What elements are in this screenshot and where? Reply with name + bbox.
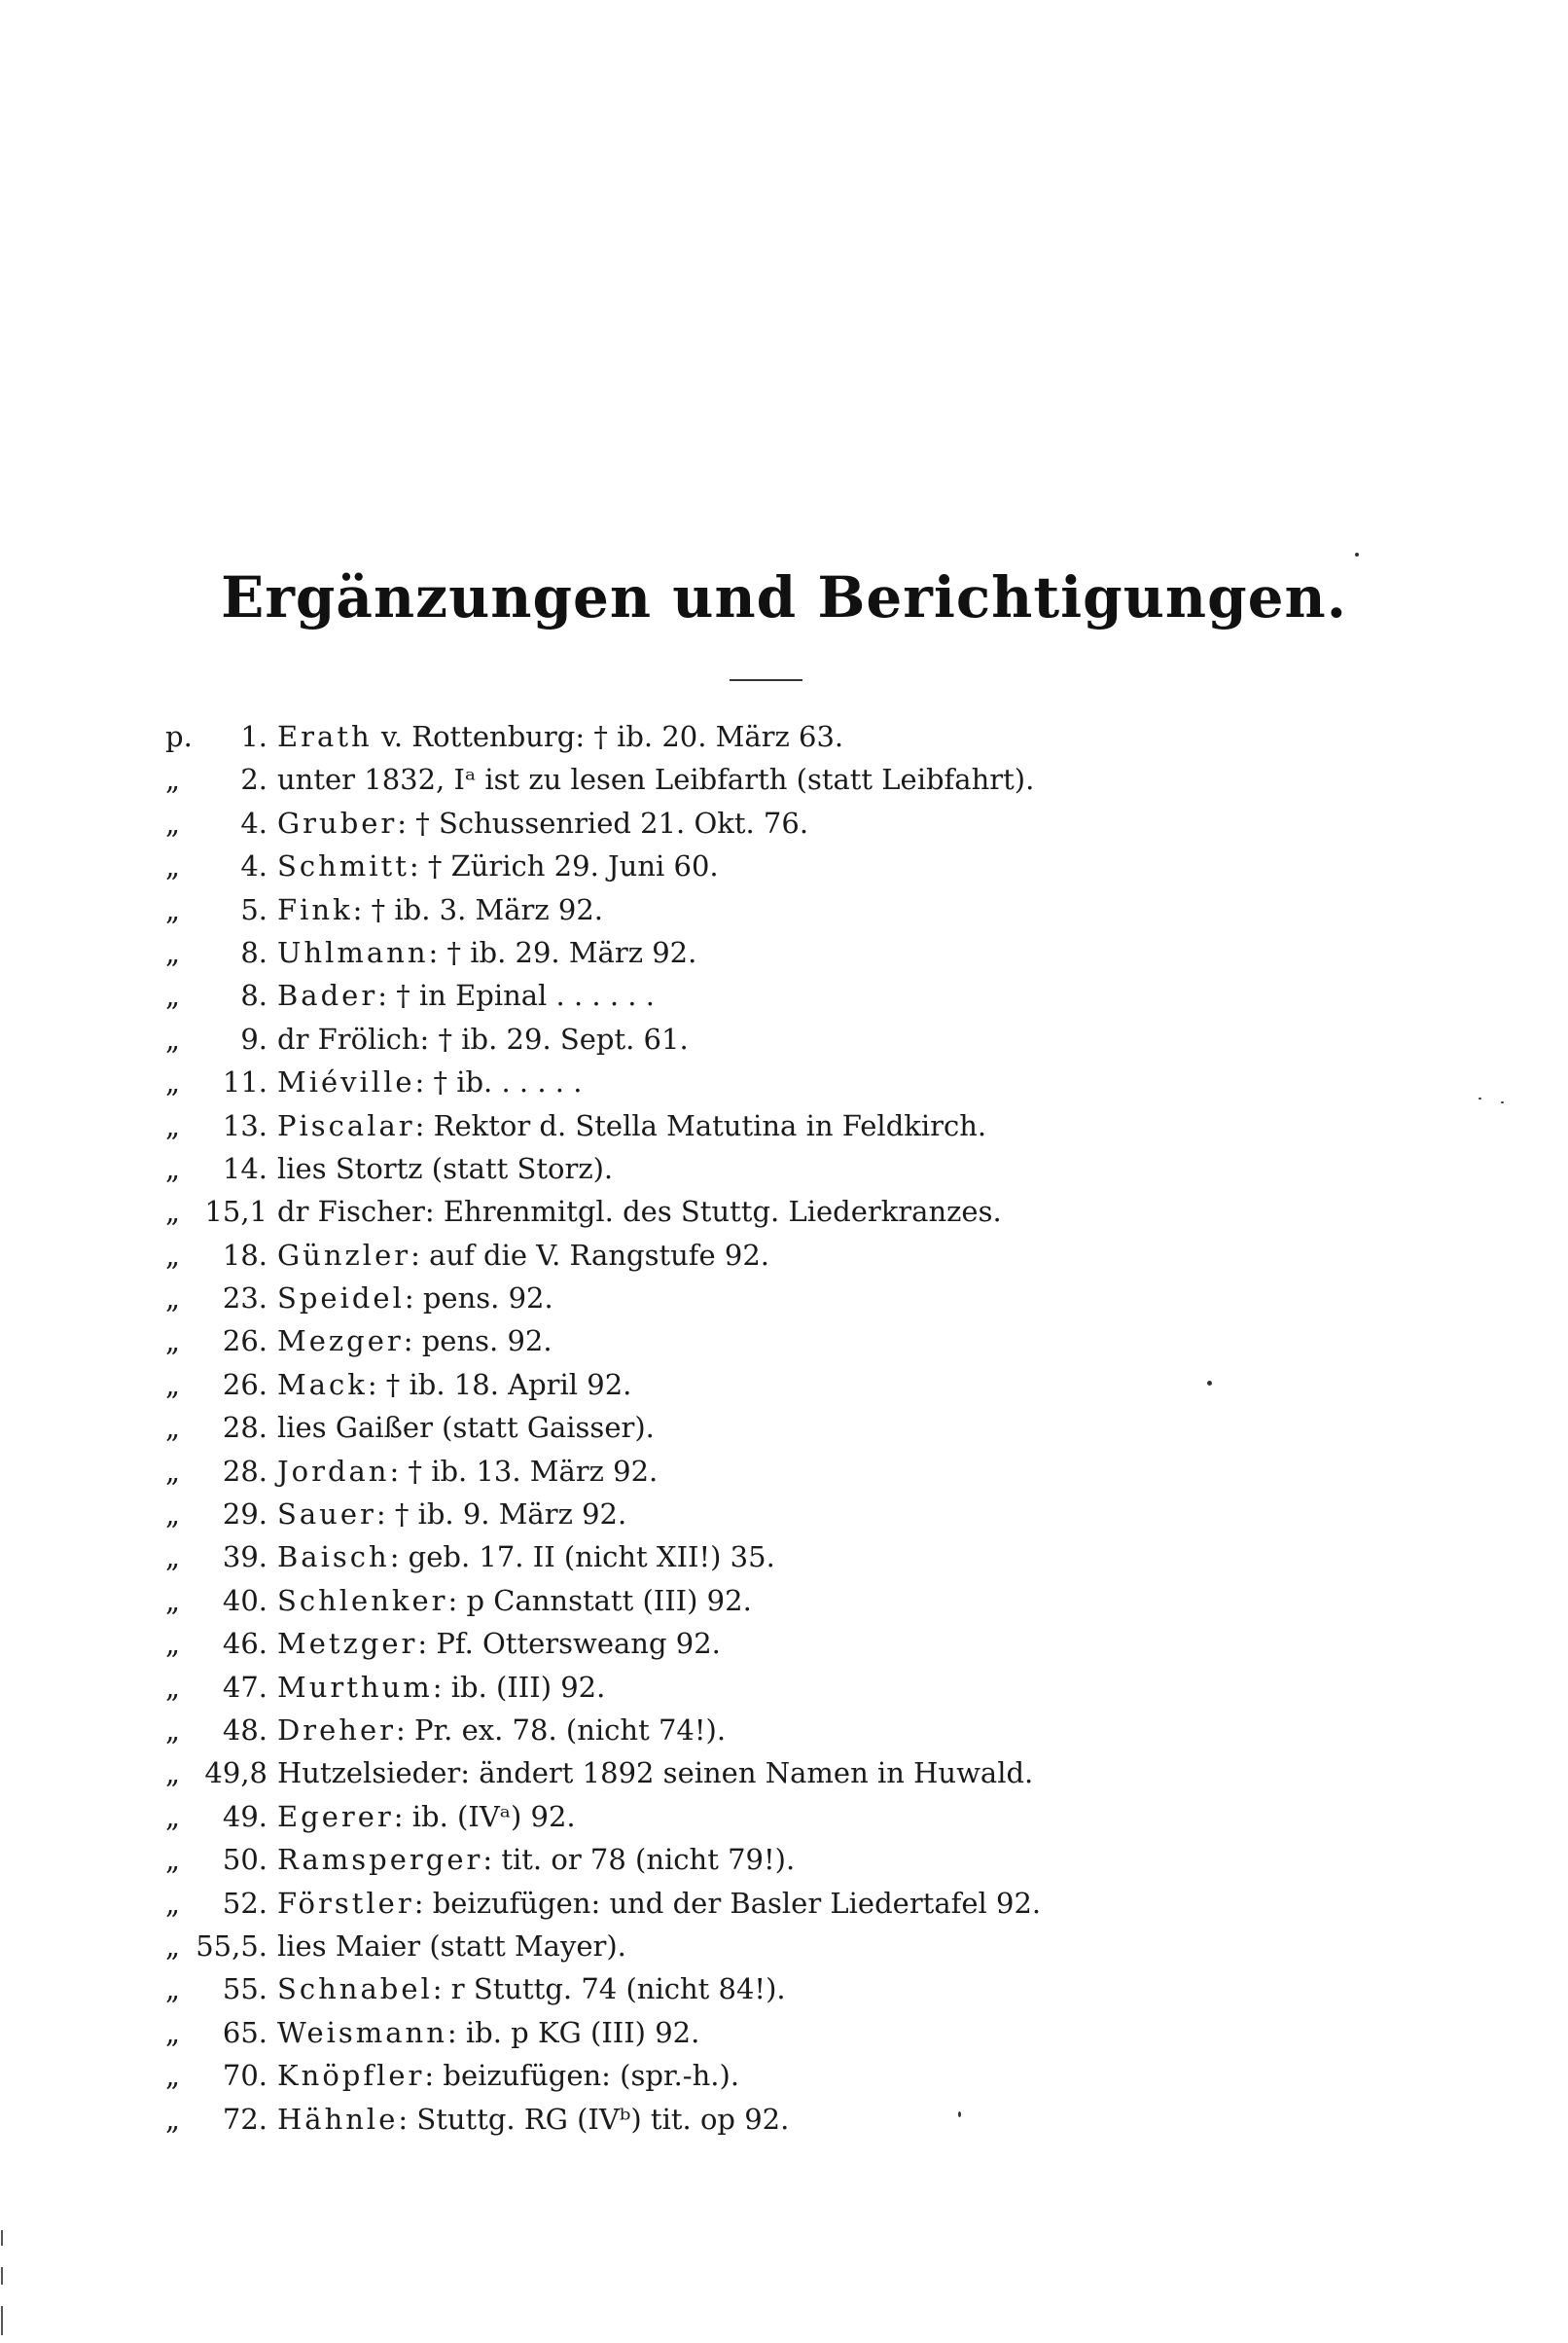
entry-mark: „: [165, 1238, 181, 1272]
entry-page-number: 46.: [222, 1627, 267, 1661]
entry-name: Günzler: [277, 1238, 411, 1272]
entry-text: [277, 1493, 626, 1535]
scan-speck: [1355, 553, 1359, 557]
entry-name: Jordan: [277, 1454, 390, 1488]
list-item: [165, 1406, 1430, 1449]
entry-text: [277, 888, 603, 931]
entry-mark: „: [165, 1065, 181, 1099]
entry-text: [277, 1061, 582, 1103]
list-item: [165, 1319, 1430, 1362]
list-item: [165, 1190, 1430, 1233]
list-item: [165, 1277, 1430, 1319]
entry-mark: „: [165, 1195, 181, 1229]
entry-name: Schmitt: [277, 849, 410, 883]
list-item: [165, 715, 1430, 758]
entry-name: Sauer: [277, 1497, 376, 1532]
entry-page-number: 11.: [222, 1065, 267, 1099]
entry-text: [277, 1795, 576, 1838]
entry-body: unter 1832, Iᵃ ist zu lesen Leibfarth (statt Leibfahrt).: [277, 763, 1035, 797]
entry-text: [277, 845, 719, 887]
entry-page-number: 8.: [240, 935, 267, 969]
entry-text: [277, 1709, 726, 1751]
entry-mark: „: [165, 1583, 181, 1617]
entry-page-number: 52.: [222, 1886, 267, 1920]
entry-mark: „: [165, 2015, 181, 2049]
entry-body: : † in Epinal . . . . . .: [377, 979, 655, 1013]
entry-mark: „: [165, 1886, 181, 1920]
entry-page-number: 28.: [222, 1411, 267, 1445]
entry-page-number: 48.: [222, 1712, 267, 1747]
entry-text: [277, 1018, 689, 1061]
entry-page-number: 9.: [240, 1022, 267, 1056]
scan-margin-line: [1, 2306, 3, 2335]
entry-body: : Pr. ex. 78. (nicht 74!).: [395, 1712, 727, 1747]
entry-page-number: 13.: [222, 1108, 267, 1142]
entry-mark: „: [165, 849, 181, 883]
list-item: [165, 845, 1430, 887]
list-item: [165, 1967, 1430, 2010]
entry-text: [277, 1190, 1002, 1233]
entry-mark: „: [165, 763, 181, 797]
list-item: [165, 1493, 1430, 1535]
entry-name: Uhlmann: [277, 935, 429, 969]
entry-body: : ib. (IVᵃ) 92.: [393, 1799, 576, 1833]
list-item: [165, 1622, 1430, 1665]
entry-text: [277, 1838, 795, 1881]
entry-mark: p.: [165, 720, 193, 753]
entry-name: Speidel: [277, 1281, 405, 1316]
entry-text: [277, 1751, 1033, 1794]
scan-speck: [958, 2111, 961, 2117]
entry-text: [277, 1406, 655, 1449]
entry-body: lies Stortz (statt Storz).: [277, 1151, 614, 1185]
entry-text: [277, 758, 1034, 801]
entry-mark: „: [165, 806, 181, 840]
list-item: [165, 1061, 1430, 1103]
entry-mark: „: [165, 1928, 181, 1963]
entry-body: : geb. 17. II (nicht XII!) 35.: [389, 1540, 775, 1574]
entry-body: : ib. (III) 92.: [432, 1670, 606, 1704]
list-item: [165, 1838, 1430, 1881]
entry-body: : † Zürich 29. Juni 60.: [409, 849, 719, 883]
entry-page-number: 23.: [222, 1281, 267, 1316]
entry-body: Hutzelsieder: ändert 1892 seinen Namen in Huwald.: [277, 1756, 1034, 1790]
entry-text: [277, 1967, 786, 2010]
entry-name: Erath: [277, 720, 373, 753]
list-item: [165, 1666, 1430, 1709]
entry-page-number: 55.: [222, 1972, 267, 2006]
scan-speck: [1207, 1381, 1212, 1386]
entry-text: [277, 1234, 769, 1277]
list-item: [165, 1709, 1430, 1751]
entry-mark: „: [165, 979, 181, 1013]
entry-mark: „: [165, 1108, 181, 1142]
entry-body: : † ib. 18. April 92.: [367, 1367, 632, 1401]
entry-text: [277, 802, 808, 845]
entry-page-number: 1.: [240, 720, 267, 753]
entry-page-number: 39.: [222, 1540, 267, 1574]
entry-page-number: 4.: [240, 849, 267, 883]
entry-name: Schnabel: [277, 1972, 433, 2006]
entry-text: [277, 974, 655, 1017]
entry-name: Metzger: [277, 1627, 418, 1661]
entry-page-number: 72.: [222, 2102, 267, 2136]
entry-text: [277, 1277, 553, 1319]
entry-mark: „: [165, 1151, 181, 1185]
entry-mark: „: [165, 1324, 181, 1358]
scan-speck: [1479, 1098, 1481, 1099]
title-divider: [730, 679, 802, 681]
entry-body: : † ib. 9. März 92.: [375, 1497, 627, 1532]
entry-page-number: 26.: [222, 1324, 267, 1358]
entry-name: Fink: [277, 892, 353, 926]
list-item: [165, 1882, 1430, 1925]
entry-mark: „: [165, 935, 181, 969]
list-item: [165, 1104, 1430, 1147]
entry-name: Weismann: [277, 2015, 447, 2049]
entry-name: Murthum: [277, 1670, 433, 1704]
entry-page-number: 29.: [222, 1497, 267, 1532]
list-item: [165, 1795, 1430, 1838]
entry-name: Mack: [277, 1367, 368, 1401]
entry-body: : Rektor d. Stella Matutina in Feldkirch.: [414, 1108, 987, 1142]
entry-mark: „: [165, 2102, 181, 2136]
entry-mark: „: [165, 1281, 181, 1316]
entry-text: [277, 1363, 631, 1406]
entry-name: Dreher: [277, 1712, 396, 1747]
entry-name: Gruber: [277, 806, 398, 840]
entry-name: Bader: [277, 979, 378, 1013]
entry-body: : tit. or 78 (nicht 79!).: [482, 1843, 796, 1877]
list-item: [165, 888, 1430, 931]
list-item: [165, 2054, 1430, 2097]
list-item: [165, 1234, 1430, 1277]
scan-speck: [1501, 1101, 1504, 1103]
entry-name: Baisch: [277, 1540, 390, 1574]
entry-mark: „: [165, 1627, 181, 1661]
list-item: [165, 1535, 1430, 1578]
entry-mark: „: [165, 1022, 181, 1056]
entry-mark: „: [165, 1972, 181, 2006]
list-item: [165, 1450, 1430, 1493]
entry-body: : † ib. 13. März 92.: [389, 1454, 659, 1488]
entry-page-number: 49.: [222, 1799, 267, 1833]
entry-mark: „: [165, 1540, 181, 1574]
list-item: [165, 1579, 1430, 1622]
entry-name: Ramsperger: [277, 1843, 483, 1877]
entry-text: [277, 1666, 605, 1709]
entry-page-number: 18.: [222, 1238, 267, 1272]
entry-page-number: 26.: [222, 1367, 267, 1401]
entry-text: [277, 1882, 1041, 1925]
entry-name: Piscalar: [277, 1108, 415, 1142]
entry-page-number: 55,5.: [196, 1928, 267, 1963]
list-item: [165, 1751, 1430, 1794]
entry-text: [277, 1450, 658, 1493]
scan-margin-line: [1, 2230, 3, 2246]
entry-text: [277, 2011, 699, 2054]
entry-mark: „: [165, 1454, 181, 1488]
list-item: [165, 1018, 1430, 1061]
entry-mark: „: [165, 1756, 181, 1790]
entry-text: [277, 1535, 775, 1578]
entry-page-number: 2.: [240, 763, 267, 797]
entry-name: Förstler: [277, 1886, 414, 1920]
entry-mark: „: [165, 1712, 181, 1747]
entry-body: lies Maier (statt Mayer).: [277, 1928, 626, 1963]
list-item: [165, 974, 1430, 1017]
entry-body: : pens. 92.: [404, 1281, 553, 1316]
entry-mark: „: [165, 1497, 181, 1532]
entry-text: [277, 1579, 752, 1622]
entry-text: [277, 1319, 552, 1362]
entry-name: Mezger: [277, 1324, 404, 1358]
entry-body: : † Schussenried 21. Okt. 76.: [397, 806, 809, 840]
list-item: [165, 931, 1430, 974]
entry-body: v. Rottenburg: † ib. 20. März 63.: [372, 720, 844, 753]
entry-page-number: 50.: [222, 1843, 267, 1877]
entry-name: Schlenker: [277, 1583, 448, 1617]
entry-body: : † ib. . . . . .: [414, 1065, 583, 1099]
entry-body: : beizufügen: und der Basler Liedertafel 92.: [413, 1886, 1042, 1920]
list-item: [165, 1925, 1430, 1967]
entry-body: lies Gaißer (statt Gaisser).: [277, 1411, 655, 1445]
entry-name: Hähnle: [277, 2102, 399, 2136]
entry-page-number: 4.: [240, 806, 267, 840]
entry-body: : † ib. 3. März 92.: [352, 892, 603, 926]
entry-mark: „: [165, 1843, 181, 1877]
entry-body: dr Frölich: † ib. 29. Sept. 61.: [277, 1022, 689, 1056]
list-item: [165, 802, 1430, 845]
entry-page-number: 15,1: [204, 1195, 267, 1229]
entry-text: [277, 2054, 739, 2097]
entry-text: [277, 1622, 721, 1665]
entry-body: : pens. 92.: [403, 1324, 552, 1358]
entry-name: Egerer: [277, 1799, 394, 1833]
entry-text: [277, 1925, 626, 1967]
list-item: [165, 1147, 1430, 1190]
entry-body: : r Stuttg. 74 (nicht 84!).: [432, 1972, 786, 2006]
scan-margin-line: [1, 2267, 3, 2285]
list-item: [165, 2011, 1430, 2054]
entry-name: Knöpfler: [277, 2059, 425, 2093]
entry-body: dr Fischer: Ehrenmitgl. des Stuttg. Liederkranzes.: [277, 1195, 1002, 1229]
list-item: [165, 758, 1430, 801]
entry-text: [277, 1104, 986, 1147]
entry-body: : beizufügen: (spr.-h.).: [424, 2059, 740, 2093]
entry-text: [277, 1147, 613, 1190]
entry-text: [277, 715, 843, 758]
entry-page-number: 47.: [222, 1670, 267, 1704]
list-item: [165, 2098, 1430, 2141]
corrections-list: [165, 715, 1430, 2141]
entry-page-number: 40.: [222, 1583, 267, 1617]
entry-mark: „: [165, 1411, 181, 1445]
page-title: Ergänzungen und Berichtigungen.: [221, 564, 1347, 631]
entry-name: Miéville: [277, 1065, 415, 1099]
entry-page-number: 14.: [222, 1151, 267, 1185]
entry-body: : Pf. Ottersweang 92.: [417, 1627, 721, 1661]
entry-mark: „: [165, 1670, 181, 1704]
entry-body: : † ib. 29. März 92.: [428, 935, 697, 969]
entry-mark: „: [165, 2059, 181, 2093]
entry-page-number: 65.: [222, 2015, 267, 2049]
entry-page-number: 49,8: [204, 1756, 267, 1790]
entry-page-number: 5.: [240, 892, 267, 926]
entry-text: [277, 931, 696, 974]
list-item: [165, 1363, 1430, 1406]
entry-page-number: 70.: [222, 2059, 267, 2093]
entry-mark: „: [165, 892, 181, 926]
entry-body: : Stuttg. RG (IVᵇ) tit. op 92.: [398, 2102, 790, 2136]
entry-page-number: 8.: [240, 979, 267, 1013]
entry-body: : p Cannstatt (III) 92.: [447, 1583, 752, 1617]
entry-body: : auf die V. Rangstufe 92.: [410, 1238, 770, 1272]
entry-body: : ib. p KG (III) 92.: [446, 2015, 700, 2049]
entry-mark: „: [165, 1799, 181, 1833]
entry-mark: „: [165, 1367, 181, 1401]
entry-page-number: 28.: [222, 1454, 267, 1488]
entry-text: [277, 2098, 789, 2141]
